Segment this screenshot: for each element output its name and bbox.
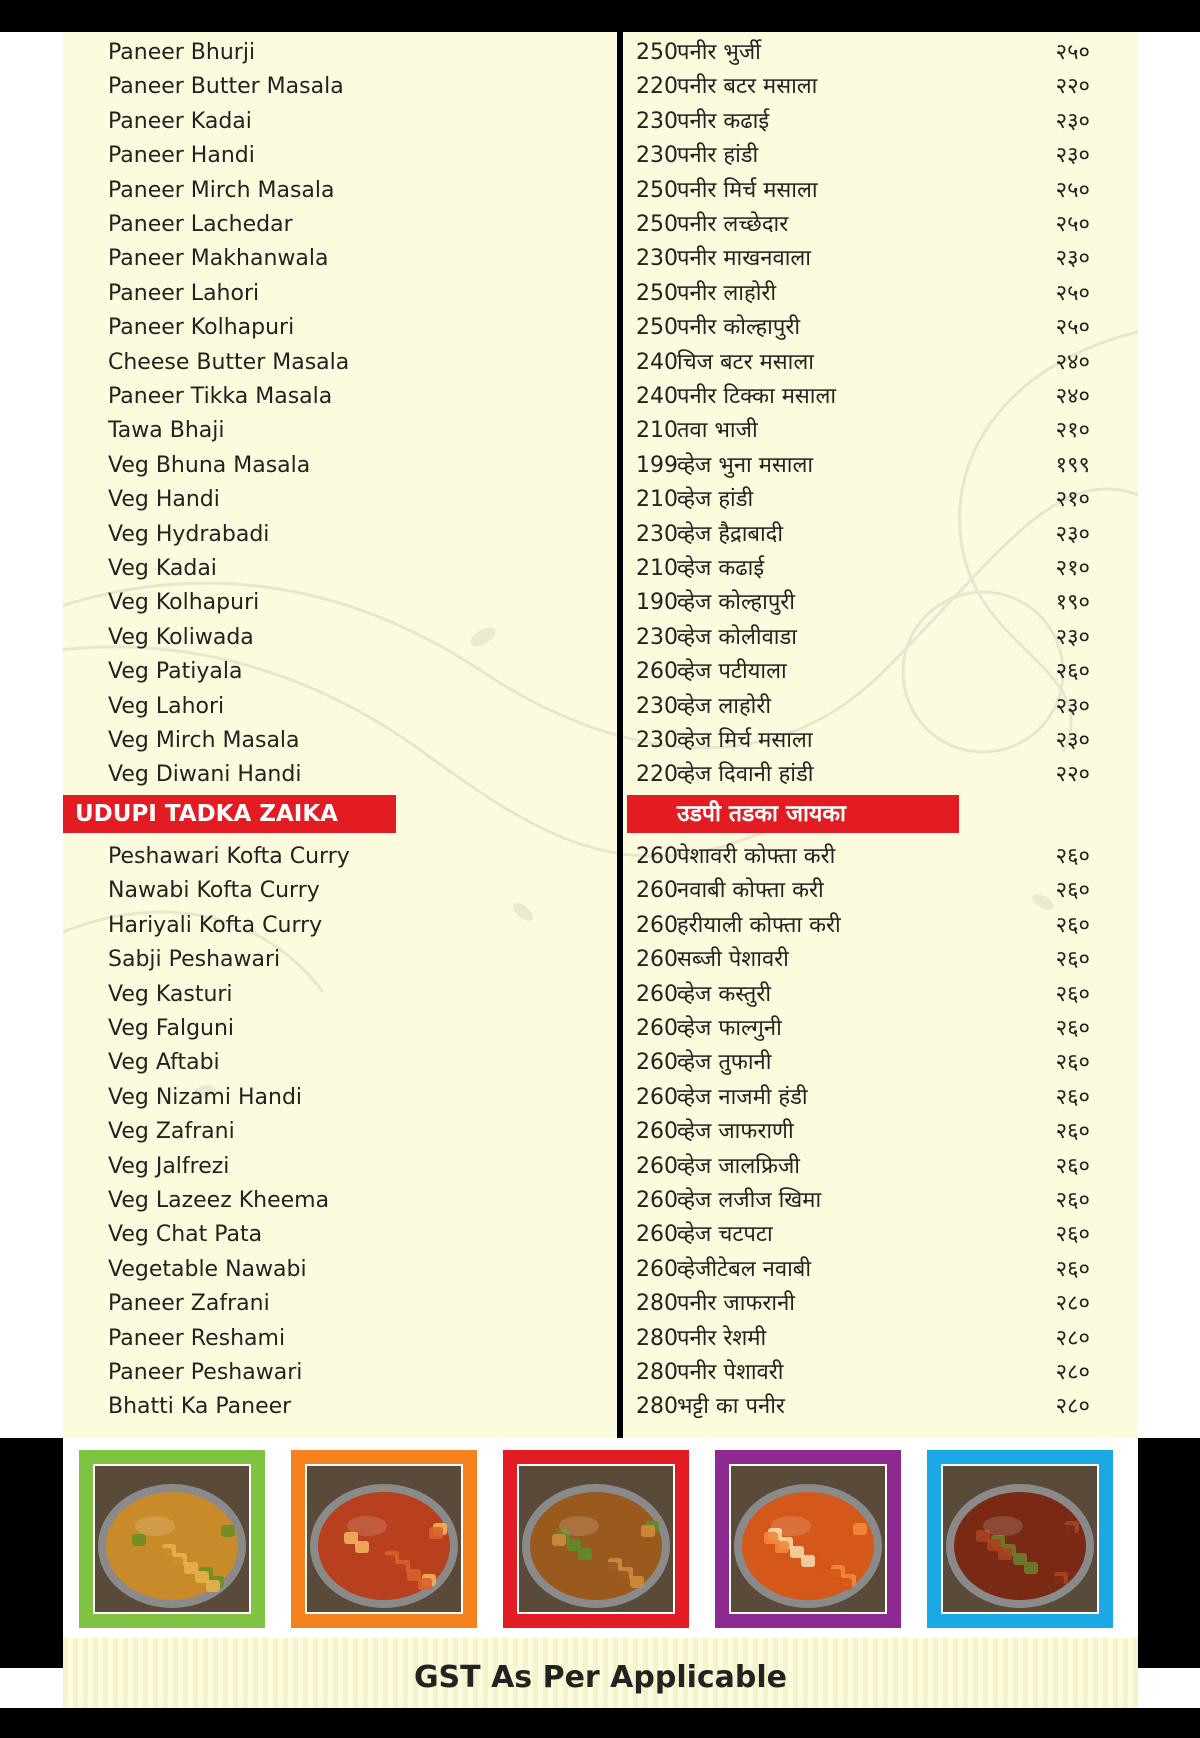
menu-item-name: पनीर जाफरानी [677,1291,795,1317]
menu-item-price: २६० [1055,947,1090,973]
menu-item-name: व्हेजीटेबल नवाबी [677,1256,812,1282]
menu-item-price: २१० [1055,418,1090,444]
menu-item-price: 260 [636,844,678,869]
menu-item-name: Paneer Tikka Masala [108,384,333,409]
menu-item-price: २३० [1055,143,1090,169]
menu-item-price: 280 [636,1291,678,1317]
menu-item-name: पनीर हांडी [677,143,759,169]
menu-item-price: २६० [1055,1050,1090,1076]
menu-item-name: Veg Aftabi [108,1050,220,1076]
menu-item-price: २५० [1055,280,1090,306]
dish-photo-5 [927,1450,1113,1628]
menu-item-name: व्हेज कोल्हापुरी [677,590,796,616]
section-title-hi: उडपी तडका जायका [677,801,846,827]
menu-item-price: 190 [636,590,678,616]
menu-item-name: तवा भाजी [677,418,758,444]
menu-item-price: २३० [1055,246,1090,272]
menu-item-name: Paneer Handi [108,143,255,169]
menu-item-name: व्हेज नाजमी हंडी [677,1084,808,1110]
menu-item-name: Paneer Mirch Masala [108,177,335,203]
menu-item-price: २३० [1055,108,1090,134]
menu-item-name: Paneer Lachedar [108,212,293,237]
menu-item-name: Paneer Lahori [108,280,260,306]
menu-item-name: व्हेज कस्तुरी [677,981,772,1007]
dish-photo-4 [715,1450,901,1628]
menu-item-name: पनीर माखनवाला [677,246,811,272]
menu-item-name: Veg Kasturi [108,981,233,1007]
menu-item-name: Veg Jalfrezi [108,1153,230,1179]
dish-photo-1 [79,1450,265,1628]
right-edge-bar [1138,1438,1200,1668]
menu-item-name: Paneer Makhanwala [108,246,329,272]
menu-item-name: Veg Kadai [108,556,217,581]
menu-item-name: पनीर लाहोरी [677,280,777,306]
menu-item-price: १९० [1055,590,1090,616]
menu-item-price: 260 [636,912,678,938]
menu-item-name: व्हेज जालफ्रिजी [677,1153,800,1179]
menu-item-price: २६० [1055,844,1090,869]
menu-item-price: २३० [1055,624,1090,650]
menu-item-name: Vegetable Nawabi [108,1256,307,1282]
menu-item-name: Sabji Peshawari [108,947,281,973]
menu-item-price: २८० [1055,1394,1090,1420]
menu-item-name: Veg Nizami Handi [108,1084,303,1110]
menu-item-name: पेशावरी कोफ्ता करी [677,844,836,869]
menu-item-price: २२० [1055,74,1090,100]
menu-item-name: पनीर भुर्जी [677,40,761,65]
menu-item-price: २१० [1055,487,1090,513]
menu-item-price: 210 [636,418,678,444]
menu-item-price: २४० [1055,349,1090,375]
menu-item-price: 250 [636,280,678,306]
menu-item-price: 250 [636,177,678,203]
menu-item-price: 230 [636,693,678,719]
menu-item-name: Nawabi Kofta Curry [108,878,320,904]
menu-item-name: व्हेज चटपटा [677,1222,773,1248]
menu-item-price: २८० [1055,1291,1090,1317]
gst-note: GST As Per Applicable [413,1660,788,1695]
menu-item-price: 260 [636,1188,678,1213]
menu-item-name: व्हेज हैद्राबादी [677,521,784,547]
menu-item-price: २३० [1055,693,1090,719]
menu-item-price: 260 [636,1222,678,1248]
dish-photo-3 [503,1450,689,1628]
menu-item-price: २५० [1055,40,1090,65]
menu-item-price: २६० [1055,1016,1090,1041]
menu-item-name: Paneer Zafrani [108,1291,270,1317]
menu-item-price: २६० [1055,912,1090,938]
menu-item-price: 230 [636,624,678,650]
menu-item-name: व्हेज पटीयाला [677,659,787,685]
menu-item-name: Veg Koliwada [108,624,254,650]
menu-item-price: 250 [636,40,678,65]
menu-item-price: 260 [636,1084,678,1110]
photo-gallery [63,1438,1138,1708]
menu-item-price: २६० [1055,1222,1090,1248]
menu-item-name: Bhatti Ka Paneer [108,1394,292,1420]
menu-item-name: व्हेज लजीज खिमा [677,1188,822,1213]
menu-item-name: Peshawari Kofta Curry [108,844,350,869]
menu-item-name: व्हेज तुफानी [677,1050,772,1076]
menu-item-price: २६० [1055,1153,1090,1179]
menu-item-price: 280 [636,1360,678,1385]
dish-photo-2 [291,1450,477,1628]
menu-item-name: व्हेज मिर्च मसाला [677,728,813,753]
menu-item-price: 220 [636,762,678,788]
menu-item-price: २६० [1055,1119,1090,1145]
menu-item-price: २२० [1055,762,1090,788]
menu-item-name: Tawa Bhaji [108,418,225,444]
menu-item-price: 250 [636,212,678,237]
menu-item-price: 260 [636,1119,678,1145]
menu-item-name: Veg Diwani Handi [108,762,302,788]
menu-item-price: २६० [1055,878,1090,904]
menu-item-name: Veg Kolhapuri [108,590,260,616]
menu-item-price: २८० [1055,1360,1090,1385]
menu-item-name: पनीर बटर मसाला [677,74,818,100]
menu-item-name: Veg Falguni [108,1016,235,1041]
section-banner-en [63,795,396,833]
menu-item-name: पनीर पेशावरी [677,1360,784,1385]
menu-item-name: Paneer Butter Masala [108,74,344,100]
menu-item-price: २५० [1055,177,1090,203]
menu-item-price: 199 [636,452,678,478]
menu-item-price: 260 [636,981,678,1007]
menu-item-price: 210 [636,556,678,581]
menu-item-name: व्हेज दिवानी हांडी [677,762,814,788]
menu-item-price: 220 [636,74,678,100]
menu-item-name: भट्टी का पनीर [677,1394,785,1420]
menu-item-price: 260 [636,878,678,904]
menu-item-price: 260 [636,1256,678,1282]
menu-item-name: Paneer Reshami [108,1325,286,1351]
menu-item-price: २६० [1055,1188,1090,1213]
menu-item-price: 230 [636,246,678,272]
menu-item-price: २१० [1055,556,1090,581]
menu-item-price: 230 [636,728,678,753]
bottom-bar [0,1708,1200,1738]
menu-item-name: सब्जी पेशावरी [677,947,789,973]
menu-item-name: Cheese Butter Masala [108,349,350,375]
menu-item-price: २३० [1055,728,1090,753]
menu-item-price: 210 [636,487,678,513]
menu-item-price: २३० [1055,521,1090,547]
menu-item-name: व्हेज जाफराणी [677,1119,794,1145]
menu-item-price: 240 [636,384,678,409]
menu-item-name: Veg Hydrabadi [108,521,270,547]
section-banner-hi [627,795,959,833]
menu-item-name: व्हेज कढाई [677,556,765,581]
menu-item-name: Paneer Kadai [108,108,252,134]
menu-item-name: पनीर टिक्का मसाला [677,384,837,409]
menu-item-price: 280 [636,1325,678,1351]
menu-item-price: २६० [1055,659,1090,685]
menu-item-name: Hariyali Kofta Curry [108,912,323,938]
menu-item-name: व्हेज लाहोरी [677,693,772,719]
menu-item-name: Paneer Bhurji [108,40,256,65]
left-edge-bar [0,1438,63,1668]
menu-item-price: २५० [1055,315,1090,341]
menu-item-name: Paneer Kolhapuri [108,315,295,341]
menu-item-name: पनीर मिर्च मसाला [677,177,818,203]
menu-item-name: नवाबी कोफ्ता करी [677,878,824,904]
menu-item-name: व्हेज हांडी [677,487,754,513]
menu-item-name: Paneer Peshawari [108,1360,303,1385]
menu-item-price: २४० [1055,384,1090,409]
menu-item-price: २६० [1055,1256,1090,1282]
menu-item-name: व्हेज फाल्गुनी [677,1016,782,1041]
menu-item-name: व्हेज कोलीवाडा [677,624,797,650]
menu-item-price: 230 [636,521,678,547]
top-bar [0,0,1200,32]
menu-item-price: 260 [636,947,678,973]
menu-item-price: 240 [636,349,678,375]
menu-item-price: 230 [636,108,678,134]
menu-item-price: 260 [636,1153,678,1179]
menu-item-name: चिज बटर मसाला [677,349,814,375]
menu-item-name: Veg Handi [108,487,220,513]
menu-item-name: Veg Patiyala [108,659,243,685]
menu-item-name: Veg Bhuna Masala [108,452,311,478]
menu-item-price: 260 [636,1050,678,1076]
menu-item-price: 250 [636,315,678,341]
menu-item-price: १९९ [1055,452,1090,478]
menu-item-name: Veg Lazeez Kheema [108,1188,330,1213]
menu-item-name: Veg Chat Pata [108,1222,263,1248]
menu-item-name: पनीर रेशमी [677,1325,767,1351]
menu-item-name: व्हेज भुना मसाला [677,452,814,478]
menu-item-price: 280 [636,1394,678,1420]
menu-item-price: २६० [1055,981,1090,1007]
menu-item-price: २६० [1055,1084,1090,1110]
menu-item-name: पनीर कोल्हापुरी [677,315,801,341]
menu-item-name: पनीर कढाई [677,108,770,134]
menu-item-name: हरीयाली कोफ्ता करी [677,912,841,938]
menu-item-price: 230 [636,143,678,169]
section-title-en: UDUPI TADKA ZAIKA [75,801,338,827]
menu-item-price: २५० [1055,212,1090,237]
menu-item-name: Veg Mirch Masala [108,728,300,753]
menu-item-price: 260 [636,659,678,685]
menu-item-name: Veg Lahori [108,693,225,719]
menu-item-name: पनीर लच्छेदार [677,212,789,237]
menu-item-name: Veg Zafrani [108,1119,235,1145]
menu-item-price: 260 [636,1016,678,1041]
menu-item-price: २८० [1055,1325,1090,1351]
